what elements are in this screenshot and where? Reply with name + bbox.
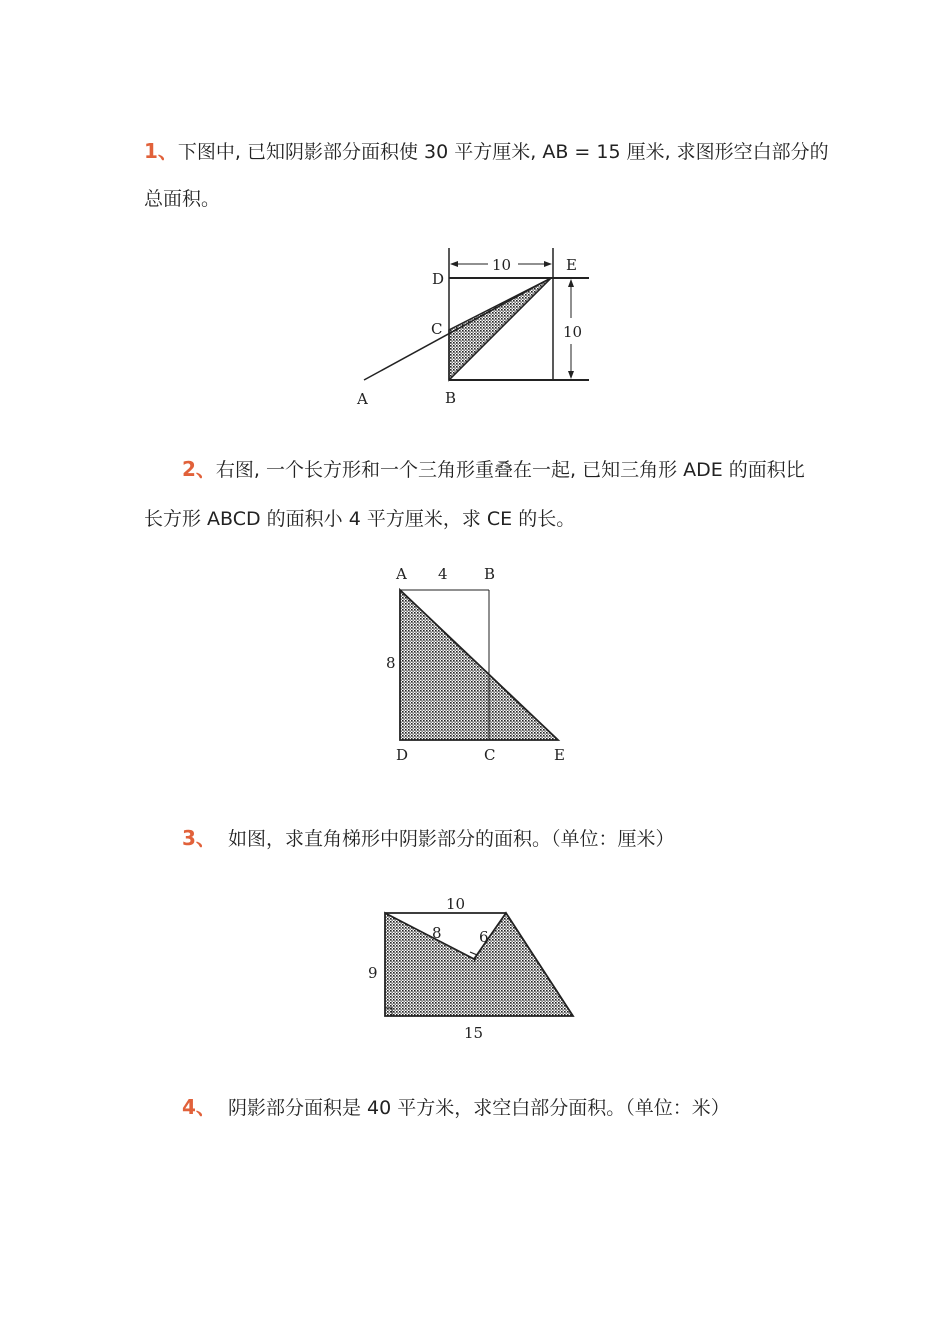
label-top-dim: 4 (438, 565, 448, 583)
label-bottom: 15 (464, 1024, 484, 1042)
problem-4-line (182, 1094, 730, 1121)
label-A: A (396, 565, 407, 583)
problem-2-number: 2、 (182, 457, 216, 481)
dim-arrow-right (544, 261, 552, 267)
shaded-triangle-ADE (400, 590, 558, 740)
label-B: B (484, 565, 496, 583)
problem-1-line-1 (144, 138, 829, 165)
problem-3-text: 如图，求直角梯形中阴影部分的面积。（单位：厘米） (228, 828, 675, 850)
label-seg6: 6 (479, 928, 489, 946)
label-top-dim: 10 (492, 256, 512, 274)
label-E: E (554, 746, 565, 764)
label-A: A (357, 390, 368, 408)
problem-2-text: 右图, 一个长方形和一个三角形重叠在一起, 已知三角形 ADE 的面积比 (215, 459, 805, 481)
problem-4-text: 阴影部分面积是 40 平方米，求空白部分面积。（单位：米） (228, 1097, 730, 1119)
dim-arrow-up (568, 279, 574, 287)
figure-1 (340, 240, 610, 415)
label-right-dim: 10 (563, 323, 583, 341)
problem-2-line-2: 长方形 ABCD 的面积小 4 平方厘米，求 CE 的长。 (144, 508, 576, 530)
label-B: B (445, 389, 457, 407)
label-seg8: 8 (432, 924, 442, 942)
problem-3-line (182, 825, 675, 852)
label-left: 9 (368, 964, 378, 982)
problem-1-number: 1、 (144, 139, 178, 163)
label-E: E (566, 256, 577, 274)
problem-1-text: 下图中, 已知阴影部分面积使 30 平方厘米, AB = 15 厘米, 求图形空白部分的 (177, 141, 829, 163)
figure-3 (360, 890, 590, 1050)
dim-arrow-down (568, 371, 574, 379)
label-left-dim: 8 (386, 654, 396, 672)
label-D: D (396, 746, 409, 764)
figure-2 (380, 560, 580, 770)
label-C: C (431, 320, 443, 338)
problem-3-number: 3、 (182, 826, 216, 850)
label-top: 10 (446, 895, 466, 913)
problem-2-line-1 (182, 456, 805, 483)
dim-arrow-left (450, 261, 458, 267)
problem-1-line-2: 总面积。 (144, 188, 221, 210)
label-D: D (432, 270, 445, 288)
label-C: C (484, 746, 496, 764)
problem-4-number: 4、 (182, 1095, 216, 1119)
